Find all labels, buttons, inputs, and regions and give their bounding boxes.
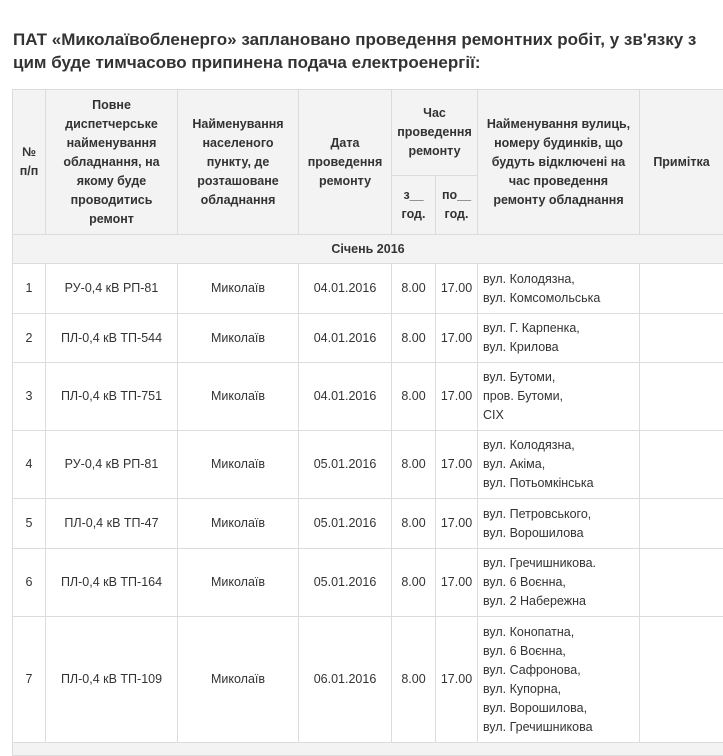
equipment-cell: ПЛ-0,4 кВ ТП-751 xyxy=(46,363,178,431)
header-equipment: Повне диспетчерське найменування обладнання, на якому буде проводитись ремонт xyxy=(46,90,178,235)
street-item: вул. Бутоми, xyxy=(483,368,634,387)
table-row xyxy=(13,499,723,549)
street-item: вул. Ворошилова, xyxy=(483,699,634,718)
equipment-cell: РУ-0,4 кВ РП-81 xyxy=(46,264,178,314)
time-from-cell: 8.00 xyxy=(392,499,436,549)
time-to-cell: 17.00 xyxy=(436,264,478,314)
note-cell xyxy=(640,617,723,743)
date-cell: 05.01.2016 xyxy=(299,431,392,499)
street-item: вул. Комсомольська xyxy=(483,289,634,308)
row-num-cell: 7 xyxy=(13,617,46,743)
street-item: вул. 2 Набережна xyxy=(483,592,634,611)
street-item: вул. Гречишникова xyxy=(483,718,634,737)
settlement-cell: Миколаїв xyxy=(178,314,299,363)
time-from-cell: 8.00 xyxy=(392,314,436,363)
street-item: вул. Г. Карпенка, xyxy=(483,319,634,338)
streets-cell xyxy=(478,314,640,363)
streets-cell xyxy=(478,264,640,314)
street-item: вул. Конопатна, xyxy=(483,623,634,642)
street-item: вул. Крилова xyxy=(483,338,634,357)
time-from-cell: 8.00 xyxy=(392,431,436,499)
row-num-cell: 2 xyxy=(13,314,46,363)
time-to-cell: 17.00 xyxy=(436,363,478,431)
street-item: вул. Сафронова, xyxy=(483,661,634,680)
row-num-cell: 4 xyxy=(13,431,46,499)
equipment-cell: ПЛ-0,4 кВ ТП-109 xyxy=(46,617,178,743)
note-cell xyxy=(640,549,723,617)
settlement-cell: Миколаїв xyxy=(178,363,299,431)
street-item: вул. Потьомкінська xyxy=(483,474,634,493)
date-cell: 04.01.2016 xyxy=(299,264,392,314)
streets-cell xyxy=(478,549,640,617)
streets-cell xyxy=(478,431,640,499)
date-cell: 04.01.2016 xyxy=(299,363,392,431)
settlement-cell: Миколаїв xyxy=(178,617,299,743)
next-section-row xyxy=(13,743,723,756)
note-cell xyxy=(640,264,723,314)
street-item: вул. Купорна, xyxy=(483,680,634,699)
street-item: вул. Колодязна, xyxy=(483,270,634,289)
settlement-cell: Миколаїв xyxy=(178,264,299,314)
table-row xyxy=(13,314,723,363)
time-to-cell: 17.00 xyxy=(436,431,478,499)
streets-cell xyxy=(478,363,640,431)
street-item: СІХ xyxy=(483,406,634,425)
row-num-cell: 1 xyxy=(13,264,46,314)
street-item: вул. Колодязна, xyxy=(483,436,634,455)
header-time: Час проведення ремонту xyxy=(392,90,478,176)
street-item: вул. Петровського, xyxy=(483,505,634,524)
equipment-cell: ПЛ-0,4 кВ ТП-164 xyxy=(46,549,178,617)
street-item: вул. Акіма, xyxy=(483,455,634,474)
settlement-cell: Миколаїв xyxy=(178,499,299,549)
date-cell: 04.01.2016 xyxy=(299,314,392,363)
settlement-cell: Миколаїв xyxy=(178,431,299,499)
time-from-cell: 8.00 xyxy=(392,549,436,617)
row-num-cell: 6 xyxy=(13,549,46,617)
header-from: з__ год. xyxy=(392,176,436,235)
equipment-cell: РУ-0,4 кВ РП-81 xyxy=(46,431,178,499)
table-row xyxy=(13,363,723,431)
time-to-cell: 17.00 xyxy=(436,314,478,363)
note-cell xyxy=(640,431,723,499)
header-num: № п/п xyxy=(13,90,46,235)
street-item: вул. 6 Воєнна, xyxy=(483,642,634,661)
header-note: Примітка xyxy=(640,90,723,235)
time-from-cell: 8.00 xyxy=(392,617,436,743)
page-title: ПАТ «Миколаївобленерго» заплановано проведення ремонтних робіт, у зв'язку з цим буде тимчасово припинена подача електроенергії: xyxy=(13,28,713,74)
header-to: по__ год. xyxy=(436,176,478,235)
month-row: Січень 2016 xyxy=(13,235,723,264)
note-cell xyxy=(640,363,723,431)
note-cell xyxy=(640,499,723,549)
repair-schedule-table xyxy=(12,89,723,756)
table-row xyxy=(13,264,723,314)
date-cell: 05.01.2016 xyxy=(299,499,392,549)
street-item: вул. Ворошилова xyxy=(483,524,634,543)
time-from-cell: 8.00 xyxy=(392,363,436,431)
header-date: Дата проведення ремонту xyxy=(299,90,392,235)
row-num-cell: 3 xyxy=(13,363,46,431)
date-cell: 05.01.2016 xyxy=(299,549,392,617)
header-settlement: Найменування населеного пункту, де розташоване обладнання xyxy=(178,90,299,235)
streets-cell xyxy=(478,617,640,743)
time-to-cell: 17.00 xyxy=(436,617,478,743)
table-row xyxy=(13,431,723,499)
header-streets: Найменування вулиць, номеру будинків, що будуть відключені на час проведення ремонту обладнання xyxy=(478,90,640,235)
street-item: вул. Гречишникова. xyxy=(483,554,634,573)
table-row xyxy=(13,617,723,743)
table-row xyxy=(13,549,723,617)
settlement-cell: Миколаїв xyxy=(178,549,299,617)
note-cell xyxy=(640,314,723,363)
time-from-cell: 8.00 xyxy=(392,264,436,314)
row-num-cell: 5 xyxy=(13,499,46,549)
street-item: пров. Бутоми, xyxy=(483,387,634,406)
time-to-cell: 17.00 xyxy=(436,499,478,549)
equipment-cell: ПЛ-0,4 кВ ТП-47 xyxy=(46,499,178,549)
time-to-cell: 17.00 xyxy=(436,549,478,617)
equipment-cell: ПЛ-0,4 кВ ТП-544 xyxy=(46,314,178,363)
streets-cell xyxy=(478,499,640,549)
date-cell: 06.01.2016 xyxy=(299,617,392,743)
street-item: вул. 6 Воєнна, xyxy=(483,573,634,592)
